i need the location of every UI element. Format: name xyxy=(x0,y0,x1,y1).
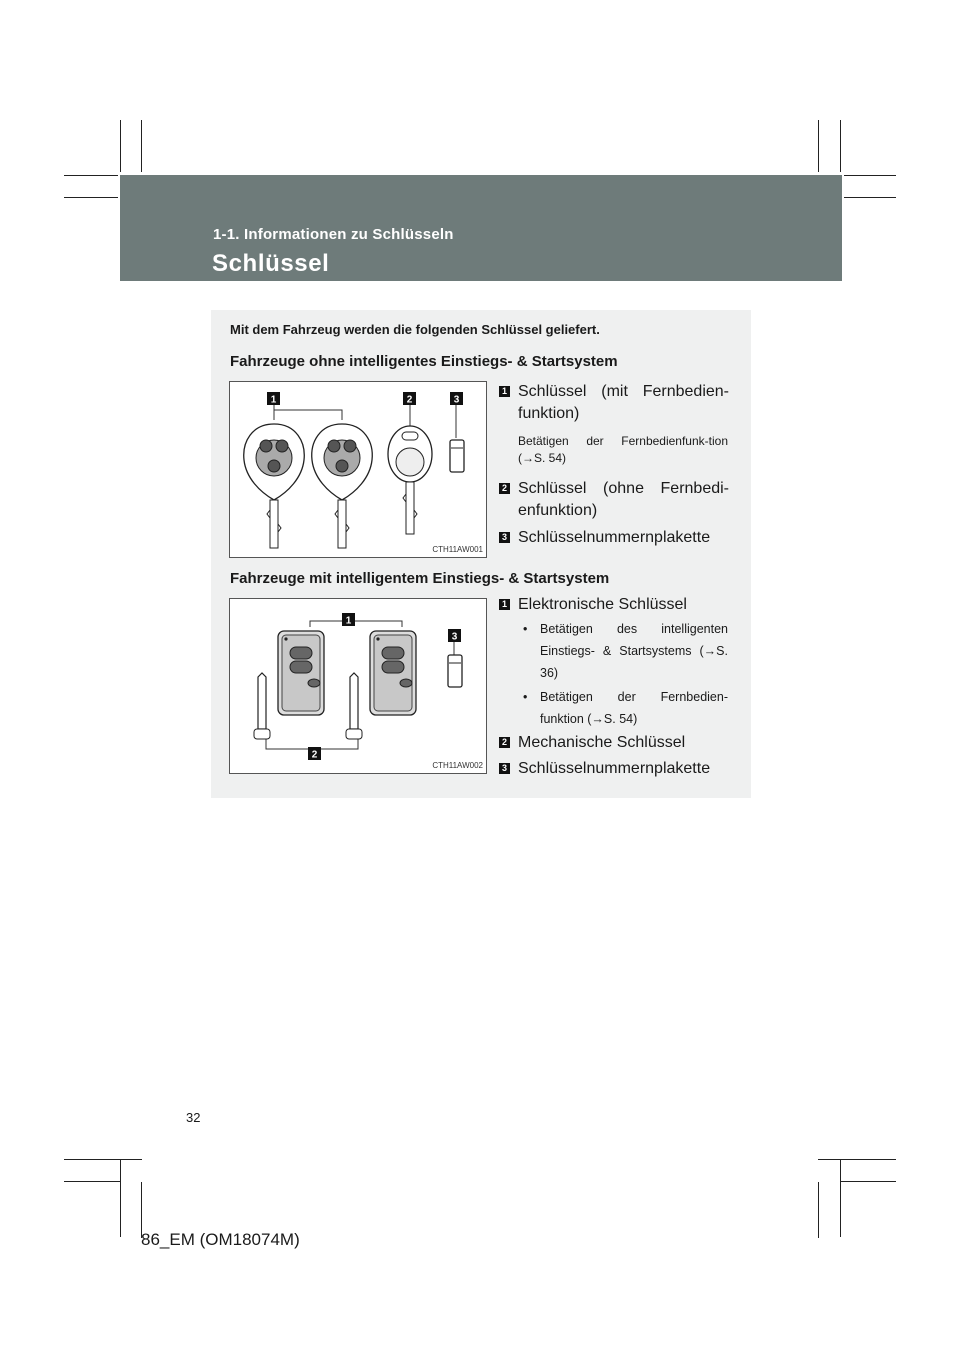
keys-illustration xyxy=(230,382,486,557)
callout-2: 2 xyxy=(406,394,413,406)
section-heading-smart-keys: Fahrzeuge mit intelligentem Einstiegs- & Startsystem xyxy=(230,570,610,587)
item-plain-key xyxy=(499,478,729,522)
crop-mark xyxy=(840,1181,896,1182)
smart-keys-illustration xyxy=(230,599,486,773)
crop-mark xyxy=(64,1159,142,1160)
item-number-badge: 3 xyxy=(499,532,510,543)
item-label: Schlüssel (ohne Fernbedi-enfunktion) xyxy=(518,480,729,519)
figure-standard-keys xyxy=(229,381,487,558)
crop-mark xyxy=(64,1181,120,1182)
figure-code: CTH11AW002 xyxy=(432,761,483,770)
document-code: 86_EM (OM18074M) xyxy=(141,1230,300,1249)
item-label: Schlüssel (mit Fernbedien-funktion) xyxy=(518,383,729,422)
item-label: Schlüsselnummernplakette xyxy=(518,529,711,546)
callout-3: 3 xyxy=(453,394,460,406)
crop-mark xyxy=(120,1159,121,1237)
key-number-plate xyxy=(450,440,464,472)
item-number-badge: 2 xyxy=(499,737,510,748)
crop-mark xyxy=(818,1159,896,1160)
bullet-item: • Betätigen des intelligenten Einstiegs- & Startsystems (→S. 36) xyxy=(518,618,728,684)
crop-mark xyxy=(818,120,819,172)
item-note: Betätigen der Fernbedienfunk-tion (→S. 54) xyxy=(518,434,728,465)
page-number: 32 xyxy=(186,1110,201,1125)
item-number-badge: 3 xyxy=(499,763,510,774)
figure-code: CTH11AW001 xyxy=(432,545,483,554)
item-number-plate xyxy=(499,758,729,780)
item-number-badge: 1 xyxy=(499,599,510,610)
mechanical-key-2 xyxy=(346,673,362,739)
callout-2: 2 xyxy=(311,749,318,761)
crop-mark xyxy=(844,197,896,198)
callout-3: 3 xyxy=(451,631,458,643)
item-mechanical-key xyxy=(499,732,729,754)
remote-key-1 xyxy=(244,424,305,548)
callout-1: 1 xyxy=(345,615,352,627)
crop-mark xyxy=(844,175,896,176)
figure-smart-keys xyxy=(229,598,487,774)
bullet-text: Betätigen der Fernbedien-funktion (→S. 54) xyxy=(540,690,728,726)
crop-mark xyxy=(840,1159,841,1237)
mechanical-key-1 xyxy=(254,673,270,739)
intro-text: Mit dem Fahrzeug werden die folgenden Schlüssel geliefert. xyxy=(230,322,600,337)
crop-mark xyxy=(64,197,118,198)
bullet-text: Betätigen des intelligenten Einstiegs- & Startsystems (→S. 36) xyxy=(540,622,728,680)
crop-mark xyxy=(141,120,142,172)
remote-key-2 xyxy=(312,424,373,548)
crop-mark xyxy=(818,1182,819,1238)
item-number-plate xyxy=(499,527,729,549)
crop-mark xyxy=(64,175,118,176)
item-label: Schlüsselnummernplakette xyxy=(518,760,711,777)
item-number-badge: 1 xyxy=(499,386,510,397)
item-label: Elektronische Schlüssel xyxy=(518,596,687,613)
item-number-badge: 2 xyxy=(499,483,510,494)
crop-mark xyxy=(840,120,841,172)
callout-1: 1 xyxy=(270,394,277,406)
key-number-plate xyxy=(448,655,462,687)
item-label: Mechanische Schlüssel xyxy=(518,734,686,751)
section-heading-standard-keys: Fahrzeuge ohne intelligentes Einstiegs- & Startsystem xyxy=(230,353,618,370)
item-remote-key xyxy=(499,381,729,425)
bullet-item: • Betätigen der Fernbedien-funktion (→S. 54) xyxy=(518,686,728,730)
crop-mark xyxy=(120,120,121,172)
item-electronic-key xyxy=(499,594,729,616)
page-title: Schlüssel xyxy=(212,250,330,277)
smart-key-1 xyxy=(278,631,324,715)
plain-key xyxy=(388,426,432,534)
smart-key-2 xyxy=(370,631,416,715)
section-label: 1-1. Informationen zu Schlüsseln xyxy=(213,226,454,243)
